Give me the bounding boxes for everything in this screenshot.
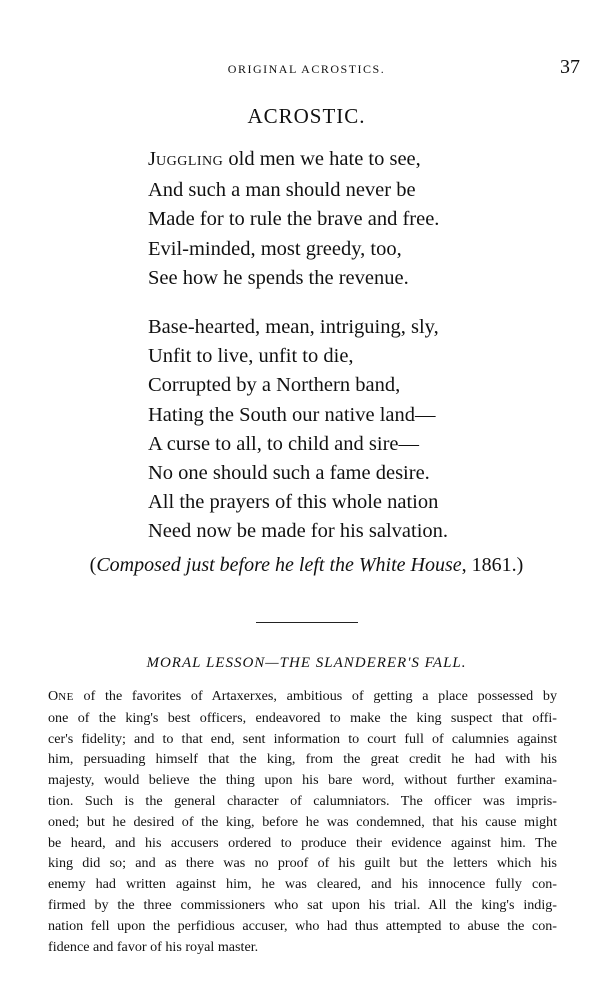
prose-line: fidence and favor of his royal master. — [48, 938, 259, 955]
poem-line-rest: old men we hate to see, — [223, 148, 421, 170]
prose-line: nation fell upon the perfidious accuser, who had thus attempted to abuse the con- — [48, 917, 557, 934]
poem-line: Unfit to live, unfit to die, — [148, 345, 354, 368]
poem-title: ACROSTIC. — [247, 104, 366, 128]
drop-word-cap: J — [148, 148, 156, 170]
drop-word-small-caps: UGGLING — [155, 154, 224, 169]
prose-line: him, persuading himself that the king, from the great credit he had with his — [48, 751, 557, 768]
note-white-house: White House — [358, 554, 462, 576]
page-number: 37 — [560, 56, 580, 78]
poem-line: And such a man should never be — [148, 179, 416, 202]
note-italic-text: Composed just before he left the — [96, 554, 359, 576]
poem-line: No one should such a fame desire. — [148, 462, 430, 485]
prose-line: firmed by the three commissioners who sat upon his trial. All the king's indig- — [48, 896, 557, 913]
note-open-paren: ( — [89, 554, 97, 576]
prose-line: be heard, and his accusers ordered to produce their evidence against him. The — [48, 834, 557, 851]
prose-line: cer's fidelity; and to that end, sent information to court full of calumnies against — [48, 730, 557, 747]
poem-line: Corrupted by a Northern band, — [148, 374, 401, 397]
prose-line: enemy had written against him, he was cleared, and his innocence fully con- — [48, 876, 557, 893]
poem-note — [0, 554, 613, 577]
prose-line — [48, 686, 557, 708]
poem-line: Evil-minded, most greedy, too, — [148, 237, 402, 260]
poem-line: Made for to rule the brave and free. — [148, 208, 440, 231]
section-divider — [256, 622, 358, 623]
prose-line: oned; but he desired of the king, before he was condemned, that his cause might — [48, 813, 557, 830]
poem-line: Need now be made for his salvation. — [148, 520, 449, 543]
poem-line — [148, 145, 588, 176]
poem-line: Hating the South our native land— — [148, 403, 436, 426]
prose-line: majesty, would believe the thing upon his bare word, without further examina- — [48, 772, 557, 789]
poem-line: Base-hearted, mean, intriguing, sly, — [148, 316, 439, 338]
running-head: ORIGINAL ACROSTICS. — [227, 62, 386, 76]
prose-line-rest: of the favorites of Artaxerxes, ambitious of getting a place possessed by — [73, 688, 557, 704]
note-year: , 1861.) — [461, 554, 524, 576]
prose-line: one of the king's best officers, endeavored to make the king suspect that offi- — [48, 709, 557, 726]
poem-stanza-1 — [148, 145, 588, 293]
section-title: MORAL LESSON—THE SLANDERER'S FALL. — [146, 655, 467, 671]
prose-line: king did so; and as there was no proof of his guilt but the letters which his — [48, 855, 557, 872]
poem-line: See how he spends the revenue. — [148, 266, 409, 289]
drop-word-small-caps: NE — [58, 691, 74, 703]
section-body — [48, 686, 557, 957]
poem-line: A curse to all, to child and sire— — [148, 432, 419, 455]
prose-line: tion. Such is the general character of calumniators. The officer was impris- — [48, 792, 557, 809]
poem-line: All the prayers of this whole nation — [148, 491, 439, 514]
poem-stanza-2 — [148, 313, 588, 547]
drop-word-cap: O — [48, 688, 59, 704]
